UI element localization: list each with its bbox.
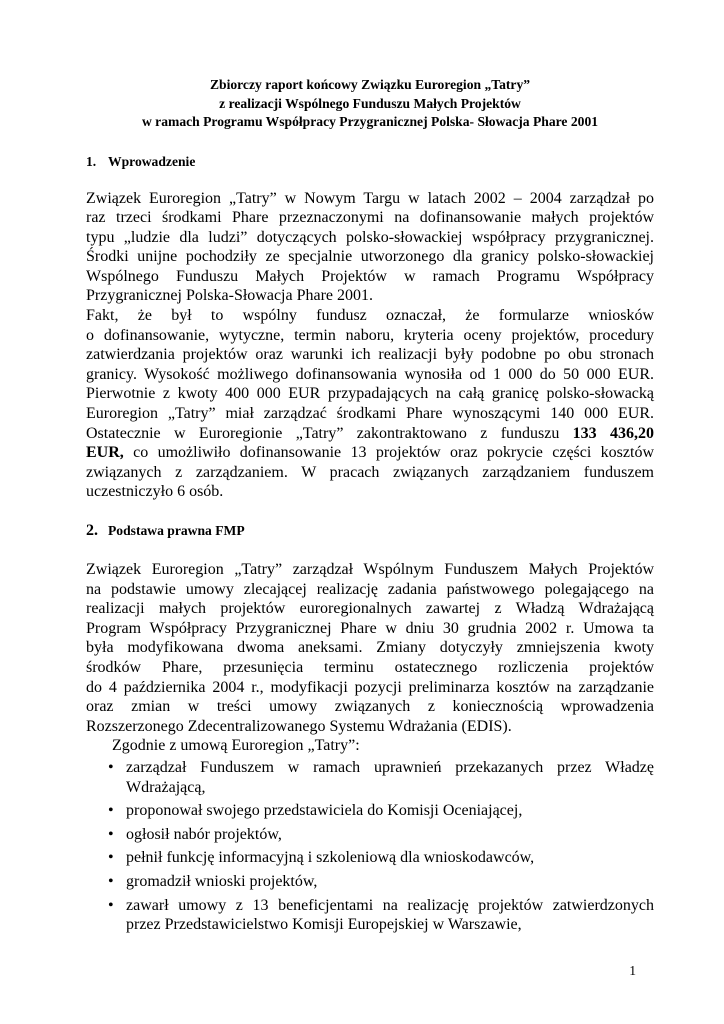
list-item <box>86 872 654 892</box>
body-line: Rozszerzonego Zdecentralizowanego Systemu Wdrażania (EDIS). <box>86 717 512 735</box>
body-text: Ostatecznie w Euroregionie „Tatry” zakontraktowano z funduszu <box>86 424 573 442</box>
section-2-heading <box>86 520 654 542</box>
list-item-text: Wdrażającą, <box>126 778 206 796</box>
contract-amount: 133 436,20 <box>572 424 654 442</box>
body-line: związanych z zarządzaniem. W pracach związanych zarządzaniem funduszem <box>86 463 654 481</box>
list-item-text: ogłosił nabór projektów, <box>126 825 282 843</box>
body-line <box>86 443 654 463</box>
list-item <box>86 758 654 797</box>
body-line: na podstawie umowy zlecającej realizację zadania państwowego polegającego na <box>86 580 654 598</box>
body-line: Euroregion „Tatry” miał zarządzać środkami Phare wynoszącymi 140 000 EUR. <box>86 405 654 423</box>
body-line: Środki unijne pochodziły ze specjalnie utworzonego dla granicy polsko-słowackiej <box>86 248 654 266</box>
document-page <box>86 76 654 939</box>
body-line: o dofinansowanie, wytyczne, termin naboru, kryteria oceny projektów, procedury <box>86 326 654 344</box>
body-line: do 4 października 2004 r., modyfikacji pozycji preliminarza kosztów na zarządzanie <box>86 678 654 696</box>
list-item <box>86 848 654 868</box>
bullet-icon: • <box>108 758 114 776</box>
body-line: środków Phare, przesunięcia terminu ostatecznego rozliczenia projektów <box>86 658 654 676</box>
section-1-heading <box>86 153 654 171</box>
report-title <box>86 76 654 132</box>
contract-amount-unit: EUR, <box>86 444 124 462</box>
body-line <box>86 424 654 444</box>
body-line: realizacji małych projektów euroregionalnych zawartej z Władzą Wdrażającą <box>86 600 654 618</box>
duties-list <box>86 758 654 935</box>
body-line: Program Współpracy Przygranicznej Phare w dniu 30 grudnia 2002 r. Umowa ta <box>86 619 654 637</box>
body-line: typu „ludzie dla ludzi” dotyczących polsko-słowackiej współpracy przygranicznej. <box>86 228 654 246</box>
body-line: była modyfikowana dwoma aneksami. Zmiany dotyczyły zmniejszenia kwoty <box>86 639 654 657</box>
list-item-text: pełnił funkcję informacyjną i szkoleniową dla wnioskodawców, <box>126 849 535 867</box>
body-line: oraz zmian w treści umowy związanych z koniecznością wprowadzenia <box>86 698 654 716</box>
body-line: Przygranicznej Polska-Słowacja Phare 2001. <box>86 287 374 305</box>
bullet-icon: • <box>108 802 114 820</box>
title-line-3: w ramach Programu Współpracy Przygranicznej Polska- Słowacja Phare 2001 <box>141 114 599 129</box>
section-2-number: 2. <box>86 522 98 539</box>
body-line: Wspólnego Funduszu Małych Projektów w ramach Programu Współpracy <box>86 267 654 285</box>
body-line: Związek Euroregion „Tatry” zarządzał Wspólnym Funduszem Małych Projektów <box>86 561 654 578</box>
list-item-text: zarządzał Funduszem w ramach uprawnień przekazanych przez Władzę <box>126 758 654 776</box>
bullets-intro: Zgodnie z umową Euroregion „Tatry”: <box>112 737 360 755</box>
bullet-icon: • <box>108 849 114 867</box>
list-item-text: gromadził wnioski projektów, <box>126 872 318 890</box>
body-line: zatwierdzania projektów oraz warunki ich realizacji były podobne po obu stronach <box>86 346 654 364</box>
title-line-2: z realizacji Wspólnego Funduszu Małych Projektów <box>219 95 521 111</box>
title-line-1: Zbiorczy raport końcowy Związku Euroregion „Tatry” <box>209 77 531 92</box>
list-item <box>86 801 654 821</box>
page-number: 1 <box>629 963 636 978</box>
body-line: raz trzeci środkami Phare przeznaczonymi na dofinansowanie małych projektów <box>86 209 654 227</box>
list-item <box>86 896 654 935</box>
body-text: co umożliwiło dofinansowanie 13 projektów oraz pokrycie części kosztów <box>123 444 654 462</box>
body-line: uczestniczyło 6 osób. <box>86 483 224 501</box>
section-1-title: Wprowadzenie <box>108 153 196 169</box>
section-1-body <box>86 189 654 503</box>
bullet-icon: • <box>108 896 114 914</box>
body-line: Związek Euroregion „Tatry” w Nowym Targu w latach 2002 – 2004 zarządzał po <box>86 189 654 207</box>
bullet-icon: • <box>108 872 114 890</box>
section-2-title: Podstawa prawna FMP <box>108 523 245 538</box>
body-line: Pierwotnie z kwoty 400 000 EUR przypadających na całą granicę polsko-słowacką <box>86 385 654 403</box>
list-item <box>86 825 654 845</box>
list-item-text: zawarł umowy z 13 beneficjentami na realizację projektów zatwierdzonych <box>126 896 654 914</box>
list-item-text: przez Przedstawicielstwo Komisji Europejskiej w Warszawie, <box>126 916 522 934</box>
bullet-icon: • <box>108 825 114 843</box>
body-line: Fakt, że był to wspólny fundusz oznaczał, że formularze wniosków <box>86 307 654 325</box>
body-line: granicy. Wysokość możliwego dofinansowania wynosiła od 1 000 do 50 000 EUR. <box>86 365 654 383</box>
list-item-text: proponował swojego przedstawiciela do Komisji Oceniającej, <box>126 802 523 820</box>
section-2-body <box>86 560 654 756</box>
section-1-number: 1. <box>86 153 97 169</box>
